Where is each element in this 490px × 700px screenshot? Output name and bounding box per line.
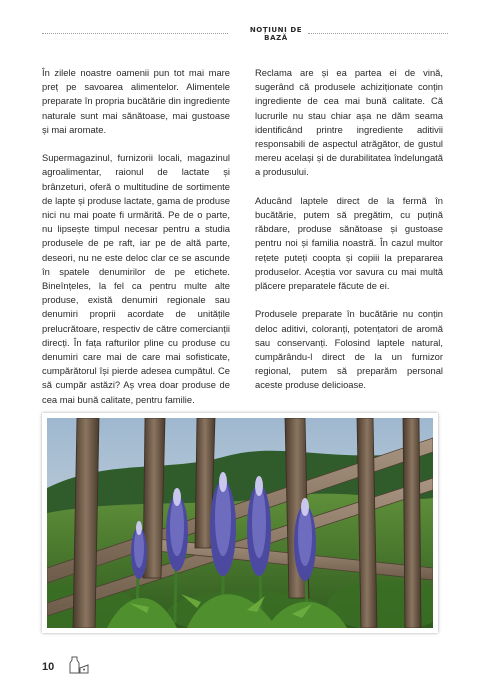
photo-lupins-fence: [42, 413, 438, 633]
lupin-photo-illustration: [47, 418, 433, 628]
header-rule-right: [308, 33, 448, 34]
running-header: [42, 26, 448, 40]
header-rule-left: [42, 33, 228, 34]
paragraph: În zilele noastre oamenii pun tot mai mare preț pe savoarea alimentelor. Alimentele preparate în propria bucătărie din ingrediente naturale sunt mai sănătoase, mai gustoase și mai aromate.: [42, 67, 230, 135]
page-number: 10: [42, 661, 55, 673]
left-text-column: [42, 66, 230, 421]
milk-cheese-icon: [68, 655, 90, 675]
paragraph: Reclama are și ea partea ei de vină, sugerând că produsele achiziționate conțin ingrediente de cea mai bună calitate. Că lucrurile nu stau chiar așa ne dăm seama identificând printre ingrediente aditivii responsabili de aspectul atrăgător, de gustul mereu același și de durabilitatea îndelungată a produsului.: [255, 67, 443, 178]
paragraph: Aducând laptele direct de la fermă în bucătărie, putem să pregătim, cu puțină răbdare, produse sănătoase și gustoase pentru noi și familia noastră. În cazul multor rețete puteți coopta și copiii la prepararea produselor. Aceștia vor savura cu mai multă plăcere preparatele făcute de ei.: [255, 194, 443, 292]
right-text-column: [255, 66, 443, 407]
section-title: NOȚIUNI DE BAZĂ: [249, 26, 303, 42]
paragraph: Supermagazinul, furnizorii locali, magazinul agroalimentar, raionul de lactate și brânzeturi, oferă o multitudine de sortimente de lapte și produse lactate, gama de produse nici nu mai poate fi urmărită. Pe de o parte, nu lipsește timpul necesar pentru a studia produsele de pe raft, iar pe de altă parte, deseori, nu ne este deloc clar ce se ascunde în spatele denumirilor de pe etichete. Bineînțeles, la fel ca pentru multe alte produse, există denumiri regionale sau denumiri proprii acordate de unitățile prelucrătoare, respectiv de către comercianții direcți. În fața rafturilor pline cu produse cu denumiri care mai de care mai sofisticate, cumpărătorul își pierde adesea cumpătul. Ce să cumpăr astăzi? Aș vrea doar produse de cea mai bună calitate, pentru familie.: [42, 152, 230, 405]
paragraph: Produsele preparate în bucătărie nu conțin deloc aditivi, coloranți, potențatori de aromă sau conservanți. Folosind laptele natural, cumpărându-l direct de la un furnizor regional, putem să preparăm personal aceste produse delicioase.: [255, 308, 443, 391]
